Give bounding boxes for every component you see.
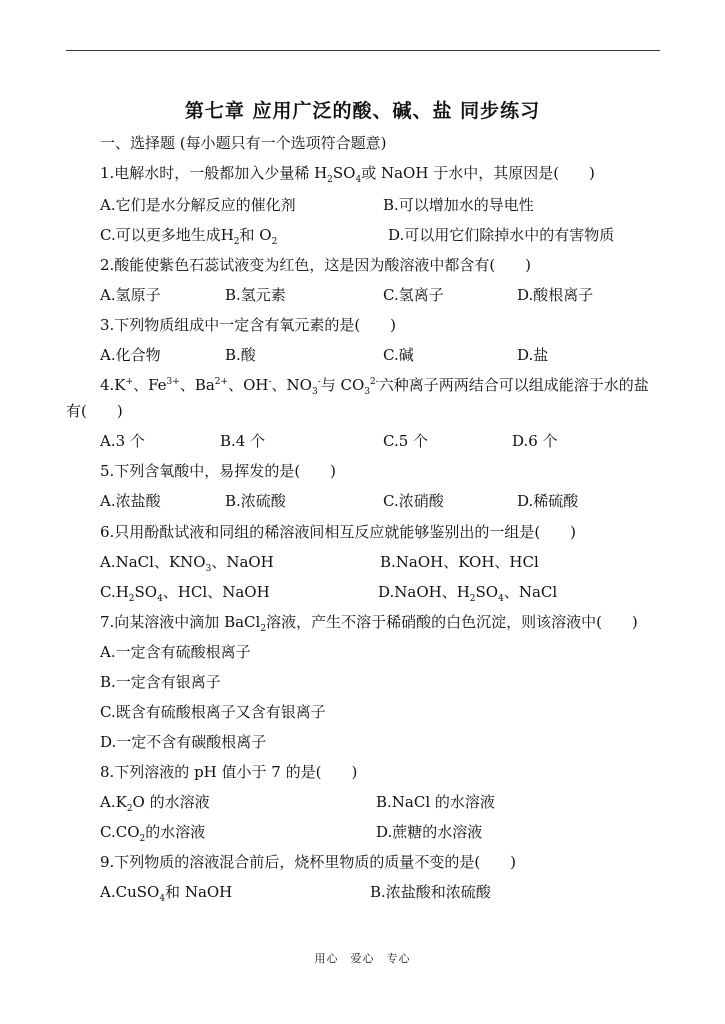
question-4: 4.K+、$Fe^{3+}$、$Ba^{2+}$、OH-、$NO_3^-$与 $CO_3^{2-}$六种离子两两结合可以组成能溶于水的盐	[100, 376, 649, 397]
header-rule	[66, 50, 660, 51]
question-9: 9.下列物质的溶液混合前后，烧杯里物质的质量不变的是( )	[100, 853, 517, 871]
q5-option-a: A.浓盐酸	[100, 492, 161, 510]
page-title: 第七章 应用广泛的酸、碱、盐 同步练习	[184, 100, 541, 122]
q4-option-a: A.3 个	[100, 432, 145, 450]
q8-option-b: B.NaCl 的水溶液	[376, 793, 495, 811]
q7-option-c: C.既含有硫酸根离子又含有银离子	[100, 703, 326, 721]
q1-option-d: D.可以用它们除掉水中的有害物质	[388, 226, 615, 244]
q1-option-a: A.它们是水分解反应的催化剂	[100, 196, 296, 214]
q5-option-c: C.浓硝酸	[383, 492, 444, 510]
q9-option-b: B.浓盐酸和浓硫酸	[370, 883, 491, 901]
question-7: 7.向某溶液中滴加 BaCl$_2$溶液，产生不溶于稀硝酸的白色沉淀，则该溶液中( )	[100, 613, 638, 634]
q2-option-b: B.氢元素	[225, 286, 286, 304]
q5-option-d: D.稀硫酸	[517, 492, 579, 510]
q1-option-b: B.可以增加水的导电性	[383, 196, 534, 214]
q8-option-a: $A.K_2O$ 的水溶液	[100, 793, 210, 814]
q8-option-c: $C.CO_2$的水溶液	[100, 823, 206, 844]
question-6: 6.只用酚酞试液和同组的稀溶液间相互反应就能够鉴别出的一组是( )	[100, 523, 577, 541]
q6-option-b: B.NaOH、KOH、HCl	[380, 553, 539, 571]
q3-option-c: C.碱	[383, 346, 414, 364]
section-heading: 一、选择题 (每小题只有一个选项符合题意)	[100, 134, 387, 152]
question-1: 1.电解水时，一般都加入少量稀 $H_2SO_4$或 NaOH 于水中，其原因是( )	[100, 164, 595, 185]
page-footer: 用心 爱心 专心	[314, 952, 411, 965]
q7-option-d: D.一定不含有碳酸根离子	[100, 733, 267, 751]
q1-option-c: C.可以更多地生成$H_2$和 $O_2$	[100, 226, 278, 247]
q7-option-b: B.一定含有银离子	[100, 673, 221, 691]
q8-option-d: D.蔗糖的水溶液	[376, 823, 483, 841]
q4-option-d: D.6 个	[512, 432, 558, 450]
q3-option-b: B.酸	[225, 346, 256, 364]
q7-option-a: A.一定含有硫酸根离子	[100, 643, 251, 661]
q6-option-a: A.NaCl、$KNO_3$、NaOH	[100, 553, 274, 574]
q9-option-a: A.CuSO$_4$和 NaOH	[100, 883, 233, 904]
question-4-continued: 有( )	[66, 402, 123, 420]
question-8: 8.下列溶液的 pH 值小于 7 的是( )	[100, 763, 358, 781]
question-5: 5.下列含氧酸中，易挥发的是( )	[100, 462, 337, 480]
q2-option-d: D.酸根离子	[517, 286, 594, 304]
q3-option-a: A.化合物	[100, 346, 161, 364]
q3-option-d: D.盐	[517, 346, 549, 364]
q2-option-a: A.氢原子	[100, 286, 161, 304]
question-3: 3.下列物质组成中一定含有氧元素的是( )	[100, 316, 397, 334]
q6-option-c: $C.H_2SO_4$、HCl、NaOH	[100, 583, 270, 604]
q4-option-c: C.5 个	[383, 432, 429, 450]
q6-option-d: D.NaOH、$H_2SO_4$、NaCl	[378, 583, 558, 604]
q5-option-b: B.浓硫酸	[225, 492, 286, 510]
q2-option-c: C.氢离子	[383, 286, 444, 304]
q4-option-b: B.4 个	[220, 432, 266, 450]
question-2: 2.酸能使紫色石蕊试液变为红色，这是因为酸溶液中都含有( )	[100, 256, 532, 274]
